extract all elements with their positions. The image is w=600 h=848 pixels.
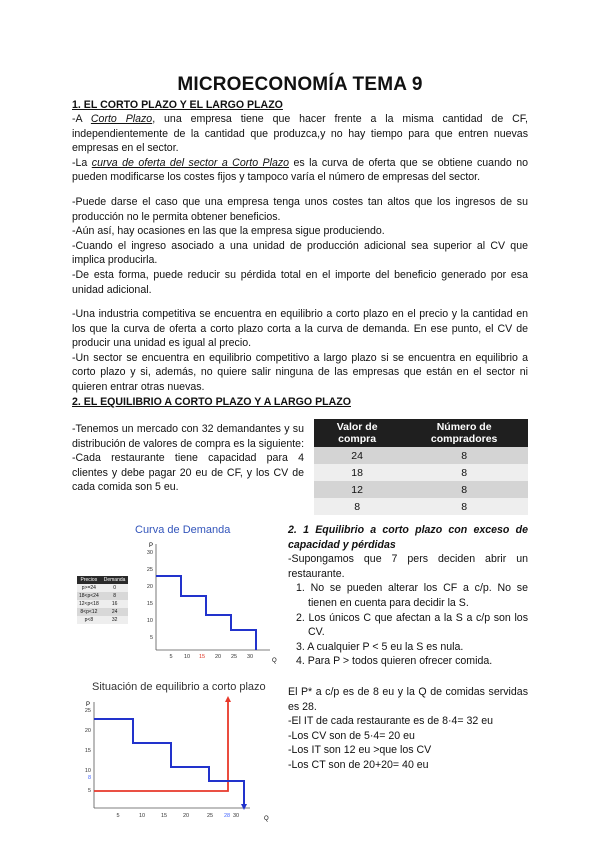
list-item: 4. Para P > todos quieren ofrecer comida. [296,655,493,668]
paragraph: -El IT de cada restaurante es de 8·4= 32 eu [288,715,494,728]
x-tick: 5 [169,654,173,660]
page-title: MICROECONOMÍA TEMA 9 [177,74,423,95]
list-item: 1. No se pueden alterar los CF a c/p. No se tienen en cuenta para decidir la S. [296,582,528,609]
table-row: 12<p<18 16 [77,600,128,608]
paragraph: -Cuando el ingreso asociado a una unidad de producción adicional sea superior al CV que implica producirla. [72,239,528,267]
paragraph: -La curva de oferta del sector a Corto Plazo es la curva de oferta que se obtiene cuando no pueden modificarse los costes fijos y tampoco varía el número de empresas del sector. [72,156,528,184]
equilibrium-chart [76,694,272,826]
paragraph: -Tenemos un mercado con 32 demandantes y su distribución de valores de compra es la siguiente: [72,423,305,450]
table-row: p>=24 0 [77,584,128,592]
section-2-heading: 2. EL EQUILIBRIO A CORTO PLAZO Y A LARGO PLAZO [72,396,351,408]
x-tick: 15 [198,654,206,660]
y-tick: 25 [146,567,153,573]
x-tick: 10 [183,654,191,660]
x-tick: 10 [138,813,146,819]
mini-header: Precios [77,576,101,584]
x-axis-label: Q [264,816,269,822]
paragraph: -A Corto Plazo, una empresa tiene que hacer frente a la misma cantidad de CF, independientemente de la cantidad que produzca,y no hay tiempo para que entren nuevas empresas en el sector. [72,113,528,155]
demand-arrow-icon [241,804,247,810]
paragraph: -De esta forma, puede reducir su pérdida total en el importe del beneficio generado por esa unidad adicional. [72,268,528,296]
equilibrium-chart-title: Situación de equilibrio a corto plazo [92,681,266,693]
y-tick: 10 [146,618,153,624]
section-1-body [72,112,528,185]
y-tick: 5 [149,635,153,641]
y-axis-label: P [149,543,154,549]
x-tick-highlight: 28 [223,813,231,819]
table-header-buyers: Número de compradores [400,419,528,447]
demand-curve [94,719,244,806]
table-header-value: Valor de compra [314,419,400,447]
supply-arrow-icon [225,696,231,702]
list-item: 3. A cualquier P < 5 eu la S es nula. [296,640,464,653]
x-tick: 5 [116,813,120,819]
mini-header: Demanda [101,576,129,584]
paragraph: -Un sector se encuentra en equilibrio competitivo a largo plazo si se encuentra en equilibrio a corto plazo y si, además, no quiere salir ninguna de las empresas que están en el sector ni quieren entrar otras nuevas. [72,351,528,393]
y-tick: 30 [146,550,153,556]
x-tick: 15 [160,813,168,819]
supply-curve [94,698,228,791]
price-demand-mini-table [77,576,128,624]
x-tick: 20 [182,813,190,819]
buyers-table [314,419,528,515]
paragraph: -Una industria competitiva se encuentra en equilibrio a corto plazo en el precio y la cantidad en los que la curva de oferta a corto plazo corta a la curva de demanda. En ese punto, el CV de producir una unidad es igual al precio. [72,308,528,350]
x-tick: 30 [246,654,254,660]
table-row: 12 8 [314,481,528,498]
paragraph: -Los IT son 12 eu >que los CV [288,744,432,757]
demand-chart-title: Curva de Demanda [135,524,231,536]
y-tick: 25 [84,708,91,714]
paragraph: -Los CT son de 20+20= 40 eu [288,758,429,771]
x-tick: 25 [230,654,238,660]
equilibrium-notes [288,685,528,773]
y-tick: 20 [84,728,91,734]
y-tick: 5 [87,788,91,794]
section-1-body-2 [72,195,528,297]
section-2-body [72,422,304,495]
section-1-heading: 1. EL CORTO PLAZO Y EL LARGO PLAZO [72,99,283,111]
demand-curve [156,576,256,650]
table-row: 24 8 [314,447,528,464]
y-tick: 15 [84,748,91,754]
y-tick-highlight: 8 [87,775,91,781]
x-tick: 25 [206,813,214,819]
x-axis-label: Q [272,658,277,664]
y-tick: 15 [146,601,153,607]
table-row: 18<p<24 8 [77,592,128,600]
table-row: 18 8 [314,464,528,481]
paragraph: El P* a c/p es de 8 eu y la Q de comidas servidas es 28. [288,686,528,713]
y-tick: 10 [84,768,91,774]
y-tick: 20 [146,584,153,590]
demand-chart [140,538,280,664]
subheading: 2. 1 Equilibrio a corto plazo con exceso de capacidad y pérdidas [288,524,528,551]
paragraph: -Aún así, hay ocasiones en las que la empresa sigue produciendo. [72,225,385,238]
paragraph: -Los CV son de 5·4= 20 eu [288,729,415,742]
y-axis-label: P [86,702,91,708]
paragraph: -Supongamos que 7 pers deciden abrir un restaurante. [288,553,528,580]
table-row: 8 8 [314,498,528,515]
section-1-body-3 [72,307,528,395]
paragraph: -Puede darse el caso que una empresa tenga unos costes tan altos que los ingresos de su producción no le permita obtener beneficios. [72,196,528,223]
table-row: p<8 32 [77,616,128,624]
table-row: 8<p<12 24 [77,608,128,616]
x-tick: 30 [232,813,240,819]
paragraph: -Cada restaurante tiene capacidad para 4 clientes y debe pagar 20 eu de CF, y los CV de cada comida son 5 eu. [72,452,304,494]
section-2-1 [288,523,528,669]
list-item: 2. Los únicos C que afectan a la S a c/p son los CV. [296,611,528,639]
x-tick: 20 [214,654,222,660]
